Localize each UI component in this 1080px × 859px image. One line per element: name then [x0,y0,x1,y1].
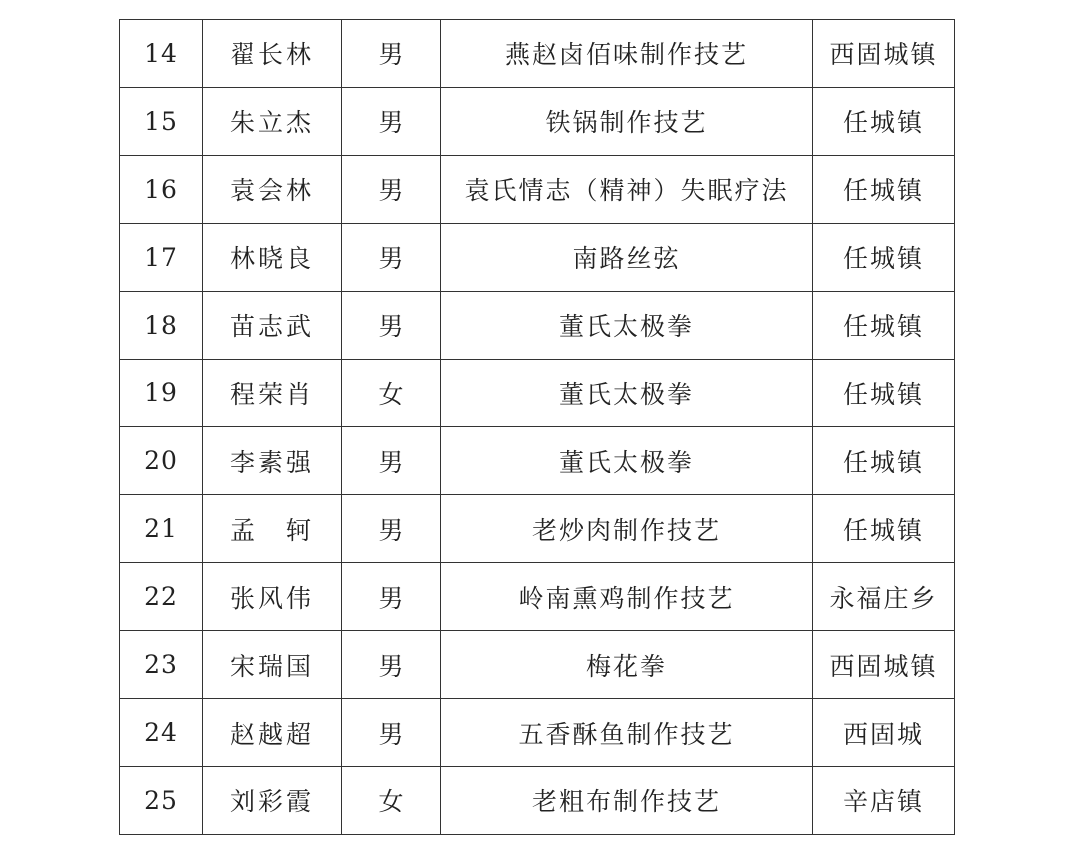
cell-number: 20 [120,427,203,495]
cell-gender: 男 [342,631,441,699]
cell-gender: 女 [342,359,441,427]
cell-project: 董氏太极拳 [441,359,813,427]
roster-table-body [120,20,955,835]
table-row [120,563,955,631]
cell-project: 老炒肉制作技艺 [441,495,813,563]
cell-name: 张风伟 [203,563,342,631]
cell-project: 梅花拳 [441,631,813,699]
cell-gender: 男 [342,87,441,155]
cell-name: 程荣肖 [203,359,342,427]
cell-name: 林晓良 [203,223,342,291]
cell-gender: 女 [342,766,441,834]
cell-project: 五香酥鱼制作技艺 [441,699,813,767]
cell-gender: 男 [342,155,441,223]
cell-project: 董氏太极拳 [441,291,813,359]
cell-number: 15 [120,87,203,155]
table-row [120,427,955,495]
cell-name: 翟长林 [203,20,342,88]
table-row [120,631,955,699]
cell-project: 岭南熏鸡制作技艺 [441,563,813,631]
cell-gender: 男 [342,427,441,495]
cell-number: 17 [120,223,203,291]
table-row [120,699,955,767]
cell-name: 赵越超 [203,699,342,767]
cell-gender: 男 [342,223,441,291]
cell-region: 西固城 [813,699,955,767]
cell-name: 苗志武 [203,291,342,359]
cell-gender: 男 [342,291,441,359]
cell-name: 李素强 [203,427,342,495]
cell-gender: 男 [342,20,441,88]
cell-number: 18 [120,291,203,359]
cell-name: 宋瑞国 [203,631,342,699]
cell-project: 老粗布制作技艺 [441,766,813,834]
cell-number: 22 [120,563,203,631]
table-row [120,223,955,291]
table-row [120,359,955,427]
cell-region: 任城镇 [813,359,955,427]
cell-region: 任城镇 [813,223,955,291]
table-row [120,766,955,834]
cell-number: 25 [120,766,203,834]
cell-region: 任城镇 [813,155,955,223]
table-row [120,155,955,223]
cell-name: 朱立杰 [203,87,342,155]
cell-number: 14 [120,20,203,88]
cell-name: 袁会林 [203,155,342,223]
cell-region: 辛店镇 [813,766,955,834]
cell-name: 刘彩霞 [203,766,342,834]
cell-gender: 男 [342,495,441,563]
cell-number: 23 [120,631,203,699]
cell-region: 永福庄乡 [813,563,955,631]
cell-project: 燕赵卤佰味制作技艺 [441,20,813,88]
table-row [120,87,955,155]
roster-table [119,19,955,835]
table-row [120,495,955,563]
cell-region: 任城镇 [813,495,955,563]
cell-region: 任城镇 [813,87,955,155]
cell-number: 24 [120,699,203,767]
table-row [120,291,955,359]
cell-region: 任城镇 [813,427,955,495]
cell-region: 西固城镇 [813,20,955,88]
table-row [120,20,955,88]
cell-number: 21 [120,495,203,563]
cell-number: 16 [120,155,203,223]
cell-project: 董氏太极拳 [441,427,813,495]
cell-project: 袁氏情志（精神）失眠疗法 [441,155,813,223]
cell-name: 孟 轲 [203,495,342,563]
cell-region: 任城镇 [813,291,955,359]
cell-gender: 男 [342,563,441,631]
cell-region: 西固城镇 [813,631,955,699]
cell-project: 铁锅制作技艺 [441,87,813,155]
cell-project: 南路丝弦 [441,223,813,291]
cell-number: 19 [120,359,203,427]
cell-gender: 男 [342,699,441,767]
